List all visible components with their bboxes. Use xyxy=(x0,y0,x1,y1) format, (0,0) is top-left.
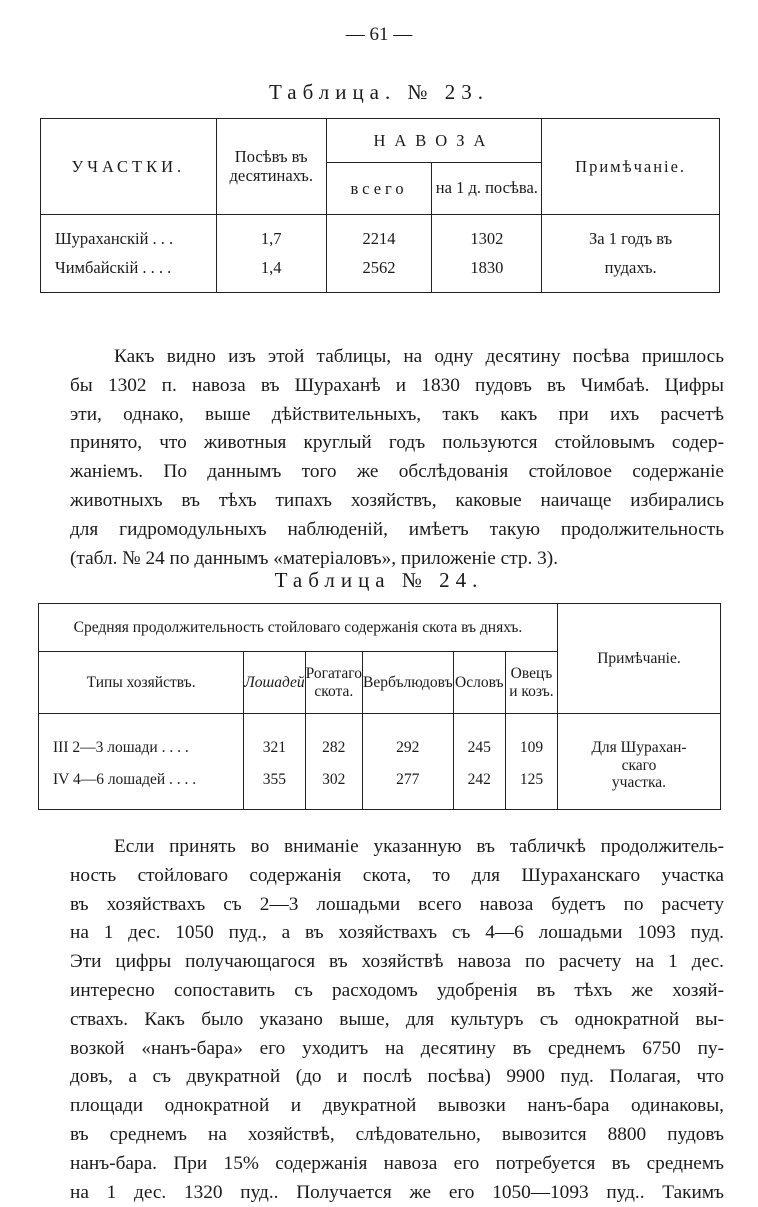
para1-line: эти, однако, выше дѣйствительныхъ, такъ какъ при ихъ расчетѣ xyxy=(70,403,724,425)
header-rogatago: Рогатаго скота. xyxy=(305,652,362,714)
header-vsego: всего xyxy=(326,163,432,215)
row2-posev: 1,4 xyxy=(216,253,326,293)
para2-line: интересно сопоставить съ расходомъ удобренія въ тѣхъ же хозяй- xyxy=(70,979,724,1001)
page-number: — 61 — xyxy=(345,24,413,45)
t24-note xyxy=(557,714,720,810)
header-verblyudov: Вербълюдовъ xyxy=(363,652,454,714)
header-oslov: Ословъ xyxy=(453,652,505,714)
t24-row1-oslov: 245 xyxy=(453,714,505,764)
header-ovets: Овецъ и козъ. xyxy=(505,652,557,714)
para2-line: на 1 дес. 1320 пуд.. Получается же его 1050—1093 пуд.. Такимъ xyxy=(70,1181,724,1203)
t24-row1-loshadey: 321 xyxy=(244,714,305,764)
row1-name: Шураханскій . . . xyxy=(41,215,217,253)
t24-row2-oslov: 242 xyxy=(453,764,505,810)
para2-line: довъ, а съ двукратной (до и послѣ посѣва) 9900 пуд. Полагая, что xyxy=(70,1066,724,1088)
para1-line: Какъ видно изъ этой таблицы, на одну десятину посѣва пришлось xyxy=(114,346,724,367)
header-tipy: Типы хозяйствъ. xyxy=(39,652,244,714)
table-23 xyxy=(40,118,720,293)
para1-line: жаніемъ. По даннымъ того же обслѣдованія стойловое содержаніе xyxy=(70,461,724,483)
t24-row2-verblyudov: 277 xyxy=(363,764,454,810)
t24-note-line-3: участка. xyxy=(611,774,667,792)
para1-line: бы 1302 п. навоза въ Шураханѣ и 1830 пудовъ въ Чимбаѣ. Цифры xyxy=(70,374,724,396)
t24-row2-rogatago: 302 xyxy=(305,764,362,810)
para2-line: Если принять во вниманіе указанную въ табличкѣ продолжитель- xyxy=(114,836,724,857)
header-primechanie-24: Примѣчаніе. xyxy=(557,604,720,714)
t24-note-line-2: скаго xyxy=(621,756,657,774)
row2-vsego: 2562 xyxy=(326,253,432,293)
row1-na-1d: 1302 xyxy=(432,215,542,253)
para2-line: въ среднемъ на хозяйствѣ, слѣдовательно, вывозится 8800 пудовъ xyxy=(70,1123,724,1145)
table-24 xyxy=(38,603,721,810)
row2-na-1d: 1830 xyxy=(432,253,542,293)
para1-line: для гидромодульныхъ наблюденій, имѣетъ такую продолжительность xyxy=(70,518,724,540)
t24-row1-type: III 2—3 лошади . . . . xyxy=(39,714,244,764)
t24-row2-type: IV 4—6 лошадей . . . . xyxy=(39,764,244,810)
header-navoza: НАВОЗА xyxy=(326,119,542,163)
header-uchastki: УЧАСТКИ. xyxy=(41,119,217,215)
para2-line: ствахъ. Какъ было указано выше, для культуръ съ однократной вы- xyxy=(70,1008,724,1030)
para2-line: Эти цифры получающагося въ хозяйствѣ навоза по расчету на 1 дес. xyxy=(70,951,724,973)
para2-line: нанъ-бара. При 15% содержанія навоза его потребуется въ среднемъ xyxy=(70,1152,724,1174)
t24-row2-ovets: 125 xyxy=(505,764,557,810)
para2-line: площади однократной и двукратной вывозки нанъ-бара одинаковы, xyxy=(70,1095,724,1117)
t24-row1-verblyudov: 292 xyxy=(363,714,454,764)
note-line-2: пудахъ. xyxy=(542,253,720,293)
row1-vsego: 2214 xyxy=(326,215,432,253)
para1-line: принято, что животныя круглый годъ пользуются стойловымъ содер- xyxy=(70,432,724,454)
note-line-1: За 1 годъ въ xyxy=(542,215,720,253)
table-23-caption: Таблица. № 23. xyxy=(268,80,490,104)
header-group: Средняя продолжительность стойловаго содержанія скота въ дняхъ. xyxy=(39,604,558,652)
header-loshadey: Лошадей xyxy=(244,652,305,714)
para2-line: ность стойловаго содержанія скота, то для Шураханскаго участка xyxy=(70,864,724,886)
t24-row2-loshadey: 355 xyxy=(244,764,305,810)
para1-line: (табл. № 24 по даннымъ «матеріаловъ», приложеніе стр. 3). xyxy=(70,547,559,569)
para2-line: возкой «нанъ-бара» его уходитъ на десятину въ среднемъ 6750 пу- xyxy=(70,1037,724,1059)
header-na-1d: на 1 д. посѣва. xyxy=(432,163,542,215)
para2-line: на 1 дес. 1050 пуд., а въ хозяйствахъ съ 4—6 лошадьми 1093 пуд. xyxy=(70,922,724,944)
row1-posev: 1,7 xyxy=(216,215,326,253)
para2-line: въ хозяйствахъ съ 2—3 лошадьми всего навоза будетъ по расчету xyxy=(70,893,724,915)
t24-row1-ovets: 109 xyxy=(505,714,557,764)
t24-note-line-1: Для Шурахан- xyxy=(591,738,687,756)
paragraph-1 xyxy=(70,343,724,573)
paragraph-2 xyxy=(70,833,724,1207)
table-24-caption: Таблица № 24. xyxy=(274,568,484,592)
header-posev: Посѣвъ въ десятинахъ. xyxy=(216,119,326,215)
row2-name: Чимбайскій . . . . xyxy=(41,253,217,293)
t24-row1-rogatago: 282 xyxy=(305,714,362,764)
para1-line: животныхъ въ тѣхъ типахъ хозяйствъ, каковые наичаще избирались xyxy=(70,489,724,511)
header-primechanie: Примѣчаніе. xyxy=(542,119,720,215)
